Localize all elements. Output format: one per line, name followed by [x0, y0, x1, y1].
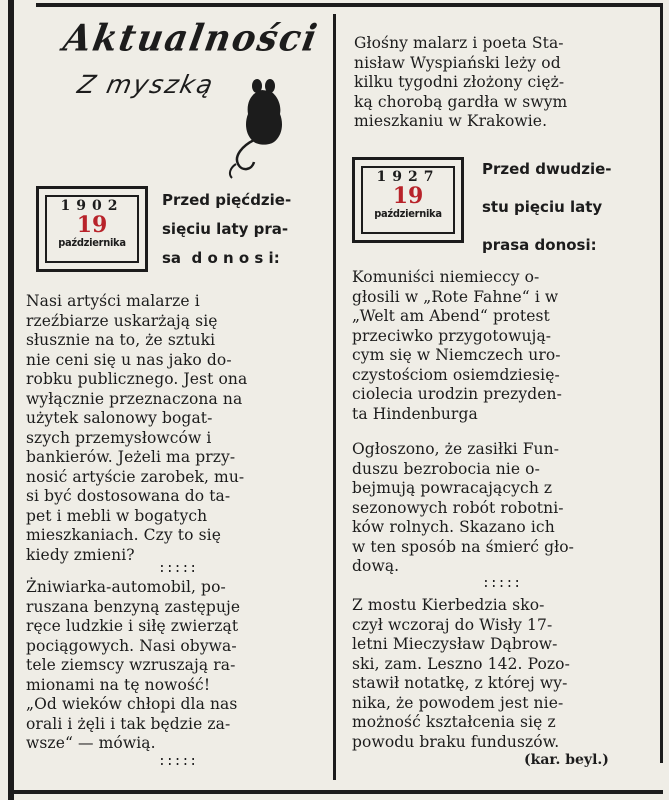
date-month: października — [374, 207, 442, 220]
lead-1927: Przed dwudzie- stu pięciu laty prasa donosi: — [482, 160, 612, 254]
lead-1902: Przed pięćdzie- sięciu laty pra- sa d o n o s i: — [162, 191, 292, 267]
left-column — [14, 0, 333, 790]
article-wyspianski: Głośny malarz i poeta Sta- nisław Wyspiański leży od kilku tygodni złożony cięż- ką chorobą gardła w swym mieszkaniu w Krakowie. — [354, 34, 568, 130]
logo-byline: Z myszką — [74, 70, 218, 99]
mouse-icon — [224, 72, 294, 182]
article-kierbedz-bridge: Z mostu Kierbedzia sko- czył wczoraj do Wisły 17- letni Mieczysław Dąbrow- ski, zam. Leszno 142. Pozo- stawił notatkę, z której wy- nika, że powodem jest nie- możność kształcenia się z powodu braku funduszów. — [352, 596, 570, 751]
signature: (kar. beyl.) — [524, 752, 609, 768]
article-harvester: Żniwiarka-automobil, po- ruszana benzyną zastępuje ręce ludzkie i siłę zwierząt pociągowych. Nasi obywa- tele ziemscy wzruszają ra- mionami na tę nowość! „Od wieków chłopi dla nas orali i żęli i tak będzie za- wsze“ — mówią. — [26, 578, 241, 752]
article-communists: Komuniści niemieccy o- głosili w „Rote Fahne“ i w „Welt am Abend“ protest przeciwko przygotowują- cym się w Niemczech uro- czystościom osiemdziesię- ciolecia urodzin prezyden- ta Hindenburga — [352, 268, 562, 423]
column-logo — [60, 12, 322, 182]
date-month: października — [58, 236, 126, 249]
article-unemployment: Ogłoszono, że zasiłki Fun- duszu bezrobocia nie o- bejmują powracających z sezonowych robót robotni- ków rolnych. Skazano ich w ten sposób na śmierć gło- dową. — [352, 440, 575, 575]
date-day: 19 — [392, 183, 424, 209]
date-day: 19 — [76, 212, 108, 238]
separator: ::::: — [482, 576, 522, 591]
separator: ::::: — [158, 561, 198, 576]
date-box-1927 — [352, 157, 464, 243]
date-box-1902 — [36, 186, 148, 272]
date-year: 1902 — [60, 198, 124, 214]
right-column — [336, 0, 660, 790]
separator: ::::: — [158, 754, 198, 769]
date-year: 1927 — [376, 169, 440, 185]
right-border — [660, 3, 663, 763]
article-artists: Nasi artyści malarze i rzeźbiarze uskarżają się słusznie na to, że sztuki nie ceni się u nas jako do- robku publicznego. Jest ona wyłącznie przeznaczona na użytek salonowy bogat- szych przemysłowców i bankierów. Jeżeli ma przy- nosić artyście zarobek, mu- si być dostosowana do ta- pet i mebli w bogatych mieszkaniach. Czy to się kiedy zmieni? — [26, 292, 248, 564]
logo-title: Aktualności — [60, 16, 322, 61]
bottom-rule — [14, 790, 663, 794]
